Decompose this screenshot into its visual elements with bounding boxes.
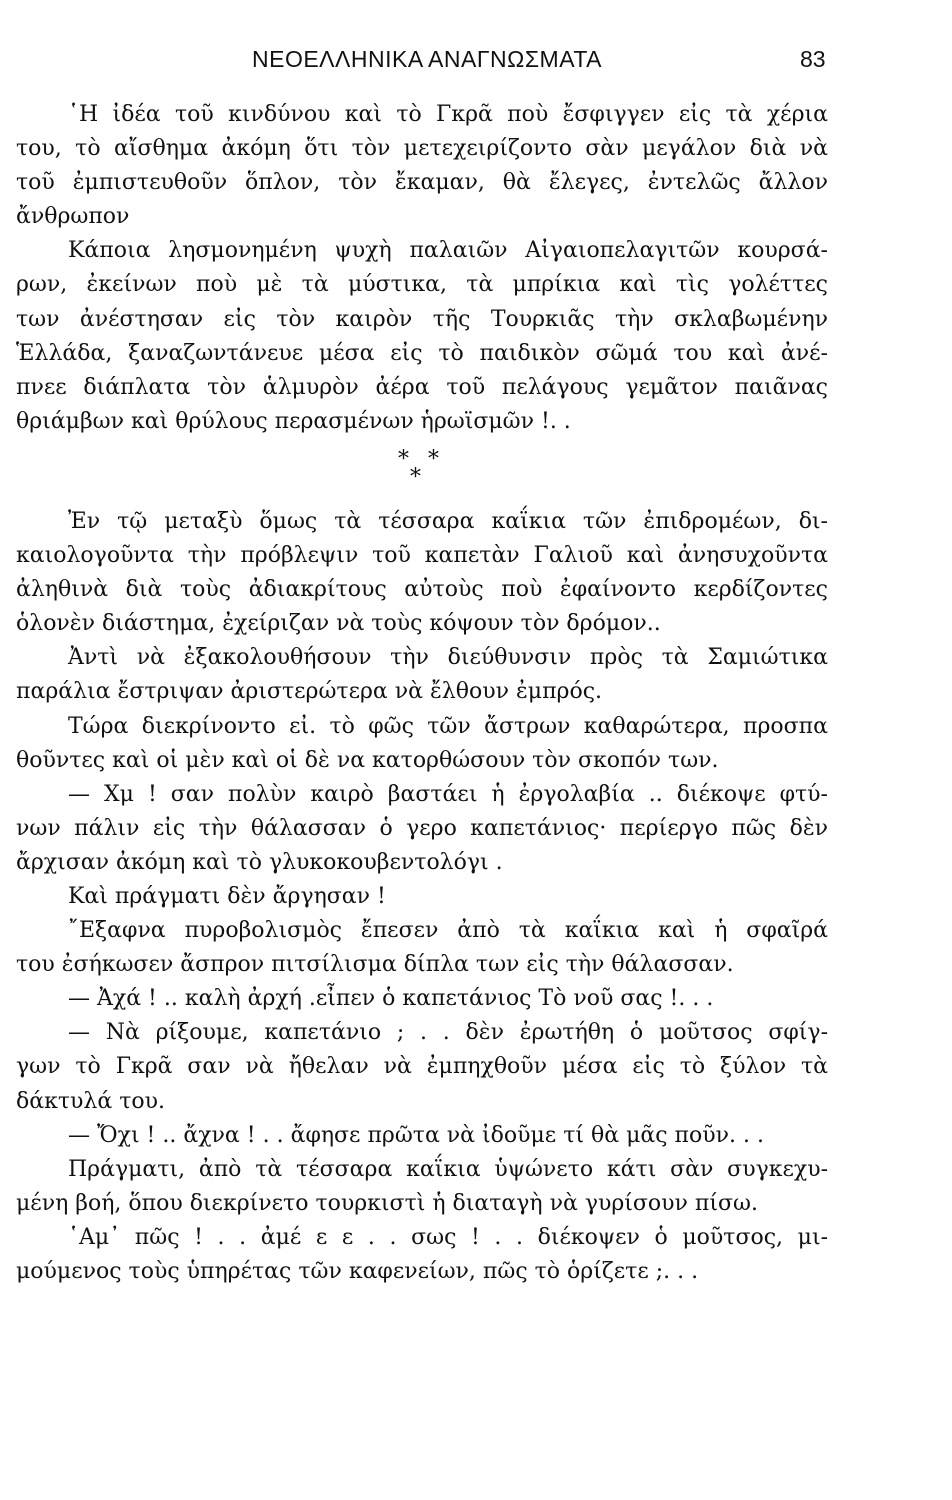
text-line: ἀληθινὰ διὰ τοὺς ἀδιακρίτους αὐτοὺς ποὺ ἐφαίνοντο κερδίζοντες: [16, 577, 828, 603]
page-number: 83: [800, 46, 826, 72]
running-title: ΝΕΟΕΛΛΗΝΙΚΑ ΑΝΑΓΝΩΣΜΑΤΑ: [252, 46, 603, 72]
text-line: ὁλονὲν διάστημα, ἐχείριζαν νὰ τοὺς κόψουν τὸν δρόμον..: [16, 611, 661, 637]
asterism-top: * *: [398, 446, 445, 472]
section-separator: [16, 439, 828, 505]
text-line: Τώρα διεκρίνοντο εἰ. τὸ φῶς τῶν ἄστρων καθαρώτερα, προσπα: [68, 713, 828, 739]
paragraph: [16, 982, 828, 1016]
text-line: ῾Αμ᾽ πῶς ! . . ἀμέ ε ε . . σως ! . . διέκοψεν ὁ μοῦτσος, μι-: [68, 1224, 828, 1250]
text-line: ἄρχισαν ἀκόμη καὶ τὸ γλυκοκουβεντολόγι .: [16, 849, 503, 875]
paragraph: [16, 778, 828, 880]
text-line: θριάμβων καὶ θρύλους περασμένων ἡρωϊσμῶν !. .: [16, 408, 571, 434]
text-line: — Χμ ! σαν πολὺν καιρὸ βαστάει ἡ ἐργολαβία .. διέκοψε φτύ-: [68, 781, 828, 807]
paragraph: [16, 1153, 828, 1221]
text-line: Ἀντὶ νὰ ἐξακολουθήσουν τὴν διεύθυνσιν πρὸς τὰ Σαμιώτικα: [68, 645, 828, 671]
asterism-bottom: *: [410, 464, 421, 490]
text-line: μένη βοή, ὅπου διεκρίνετο τουρκιστὶ ἡ διαταγὴ νὰ γυρίσουν πίσω.: [16, 1190, 758, 1216]
text-line: ἄνθρωπον: [16, 204, 130, 230]
text-line: ῎Εξαφνα πυροβολισμὸς ἔπεσεν ἀπὸ τὰ καΐκια καὶ ἡ σφαῖρά: [68, 918, 828, 944]
text-line: του ἐσήκωσεν ἄσπρον πιτσίλισμα δίπλα των εἰς τὴν θάλασσαν.: [16, 952, 734, 978]
paragraph: [16, 641, 828, 709]
paragraph: [16, 1016, 828, 1118]
paragraph: [16, 234, 828, 439]
paragraph: [16, 98, 828, 234]
paragraph: [16, 914, 828, 982]
paragraph: [16, 1119, 828, 1153]
text-line: δάκτυλά του.: [16, 1088, 165, 1114]
text-line: καιολογοῦντα τὴν πρόβλεψιν τοῦ καπετὰν Γαλιοῦ καὶ ἀνησυχοῦντα: [16, 543, 828, 569]
text-line: πνεε διάπλατα τὸν ἁλμυρὸν ἀέρα τοῦ πελάγους γεμᾶτον παιᾶνας: [16, 374, 828, 400]
text-line: μούμενος τοὺς ὑπηρέτας τῶν καφενείων, πῶς τὸ ὁρίζετε ;. . .: [16, 1259, 699, 1284]
text-line: του, τὸ αἴσθημα ἀκόμη ὅτι τὸν μετεχειρίζοντο σὰν μεγάλον διὰ νὰ: [16, 136, 828, 162]
text-line: νων πάλιν εἰς τὴν θάλασσαν ὁ γερο καπετάνιος· περίεργο πῶς δὲν: [16, 815, 828, 841]
text-line: θοῦντες καὶ οἱ μὲν καὶ οἱ δὲ να κατορθώσουν τὸν σκοπόν των.: [16, 747, 719, 773]
text-line: Ἑλλάδα, ξαναζωντάνευε μέσα εἰς τὸ παιδικὸν σῶμά του καὶ ἀνέ-: [16, 340, 828, 366]
running-head: [0, 46, 952, 80]
text-line: παράλια ἔστριψαν ἀριστερώτερα νὰ ἔλθουν ἐμπρός.: [16, 679, 603, 705]
text-line: Καὶ πράγματι δὲν ἄργησαν !: [68, 883, 386, 909]
paragraph: [16, 505, 828, 641]
text-line: — Νὰ ρίξουμε, καπετάνιο ; . . δὲν ἐρωτήθη ὁ μοῦτσος σφίγ-: [68, 1020, 828, 1046]
text-line: Ἐν τῷ μεταξὺ ὅμως τὰ τέσσαρα καΐκια τῶν ἐπιδρομέων, δι-: [68, 508, 828, 534]
text-line: Κάποια λησμονημένη ψυχὴ παλαιῶν Αἰγαιοπελαγιτῶν κουρσά-: [68, 238, 828, 264]
text-line: ρων, ἐκείνων ποὺ μὲ τὰ μύστικα, τὰ μπρίκια καὶ τὶς γολέττες: [16, 272, 828, 298]
text-line: τοῦ ἐμπιστευθοῦν ὅπλον, τὸν ἔκαμαν, θὰ ἔλεγες, ἐντελῶς ἄλλον: [16, 170, 828, 196]
paragraph: [16, 710, 828, 778]
text-line: — Ἀχά ! .. καλὴ ἀρχή .εἶπεν ὁ καπετάνιος Τὸ νοῦ σας !. . .: [68, 986, 714, 1012]
text-line: ῾Η ἰδέα τοῦ κινδύνου καὶ τὸ Γκρᾶ ποὺ ἔσφιγγεν εἰς τὰ χέρια: [68, 102, 828, 127]
paragraph: [16, 880, 828, 914]
body-text: [16, 98, 828, 1289]
text-line: — Ὄχι ! .. ἄχνα ! . . ἄφησε πρῶτα νὰ ἰδοῦμε τί θὰ μᾶς ποῦν. . .: [68, 1122, 764, 1148]
text-line: γων τὸ Γκρᾶ σαν νὰ ἤθελαν νὰ ἐμπηχθοῦν μέσα εἰς τὸ ξύλον τὰ: [16, 1054, 828, 1080]
text-line: των ἀνέστησαν εἰς τὸν καιρὸν τῆς Τουρκιᾶς τὴν σκλαβωμένην: [16, 306, 828, 332]
text-line: Πράγματι, ἀπὸ τὰ τέσσαρα καΐκια ὑψώνετο κάτι σὰν συγκεχυ-: [68, 1156, 828, 1182]
paragraph: [16, 1221, 828, 1289]
